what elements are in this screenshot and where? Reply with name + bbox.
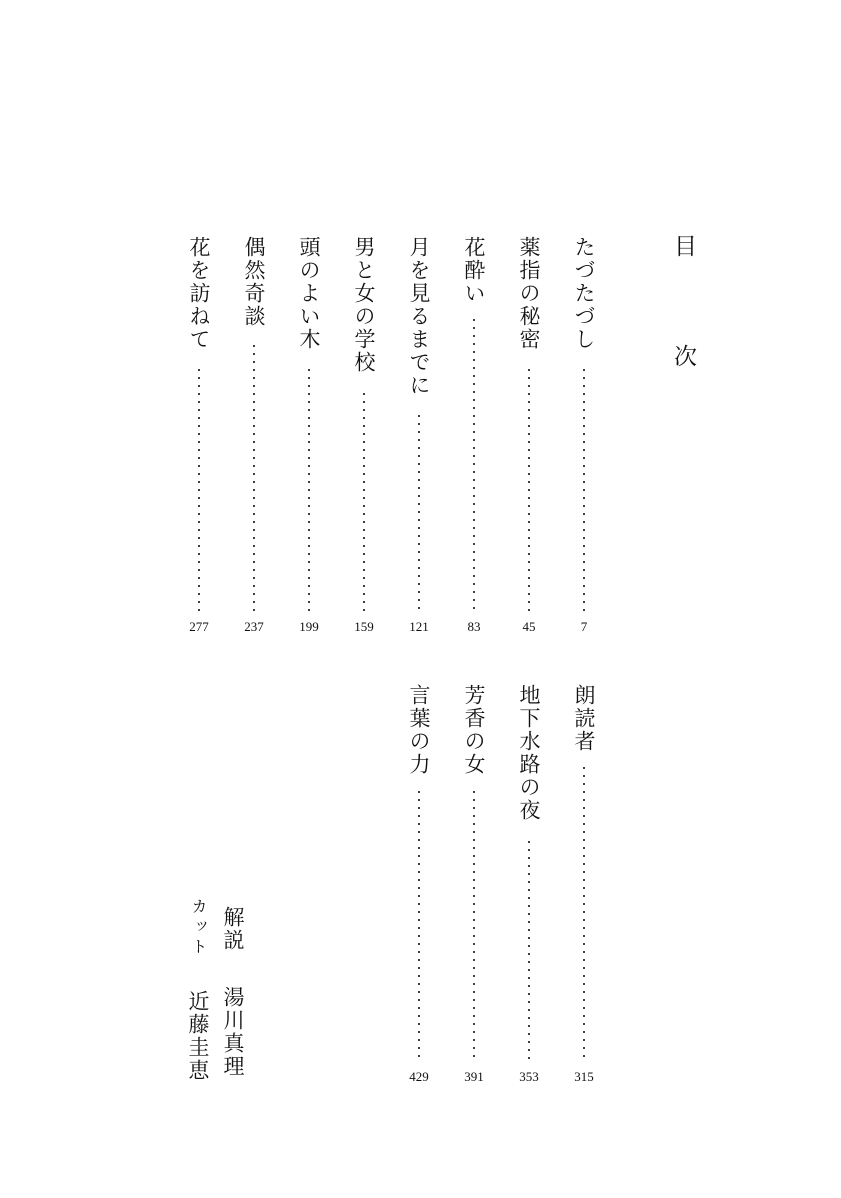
commentary-name: 湯川真理 xyxy=(221,986,245,1078)
toc-entry-page: 237 xyxy=(244,619,264,634)
toc-leader-dots xyxy=(418,788,421,1059)
toc-leader-dots xyxy=(363,390,366,611)
toc-entry-page: 159 xyxy=(354,619,374,634)
cut-name: 近藤圭恵 xyxy=(186,990,210,1082)
toc-entry-title: 芳香の女 xyxy=(462,684,486,776)
toc-entry-page: 7 xyxy=(580,619,588,634)
toc-entry-title: 朗読者 xyxy=(572,684,596,753)
commentary-label: 解説 xyxy=(221,906,245,952)
toc-entry-title: 頭のよい木 xyxy=(297,236,321,351)
toc-entry-title: 男と女の学校 xyxy=(352,236,376,374)
toc-entry-page: 199 xyxy=(299,619,319,634)
toc-entry-page: 429 xyxy=(409,1069,429,1084)
toc-entry-title: 地下水路の夜 xyxy=(517,684,541,822)
toc-entry-title: 薬指の秘密 xyxy=(517,236,541,351)
toc-entry-title: 偶然奇談 xyxy=(242,236,266,328)
cut-label: カット xyxy=(189,898,208,958)
toc-entry-page: 277 xyxy=(189,619,209,634)
toc-leader-dots xyxy=(528,366,531,611)
toc-entry-title: 月を見るまでに xyxy=(407,236,431,397)
toc-entry-title: たづたづし xyxy=(572,236,596,351)
toc-leader-dots xyxy=(528,838,531,1059)
toc-entry-page: 391 xyxy=(464,1069,484,1084)
toc-title-char-2: 次 xyxy=(674,344,697,370)
toc-entry-page: 121 xyxy=(409,619,429,634)
toc-leader-dots xyxy=(473,788,476,1059)
toc-entry-title: 花を訪ねて xyxy=(187,236,211,351)
toc-entry-page: 315 xyxy=(574,1069,594,1084)
toc-entry-page: 83 xyxy=(467,619,481,634)
toc-leader-dots xyxy=(418,412,421,611)
toc-entry-page: 45 xyxy=(522,619,536,634)
toc-leader-dots xyxy=(198,366,201,611)
toc-leader-dots xyxy=(583,366,586,611)
toc-title-char-1: 目 xyxy=(674,234,697,260)
toc-leader-dots xyxy=(583,764,586,1059)
toc-leader-dots xyxy=(253,342,256,611)
toc-entry-title: 花酔い xyxy=(462,236,486,305)
toc-entry-page: 353 xyxy=(519,1069,539,1084)
toc-leader-dots xyxy=(473,316,476,611)
toc-leader-dots xyxy=(308,366,311,611)
toc-entry-title: 言葉の力 xyxy=(407,684,431,776)
